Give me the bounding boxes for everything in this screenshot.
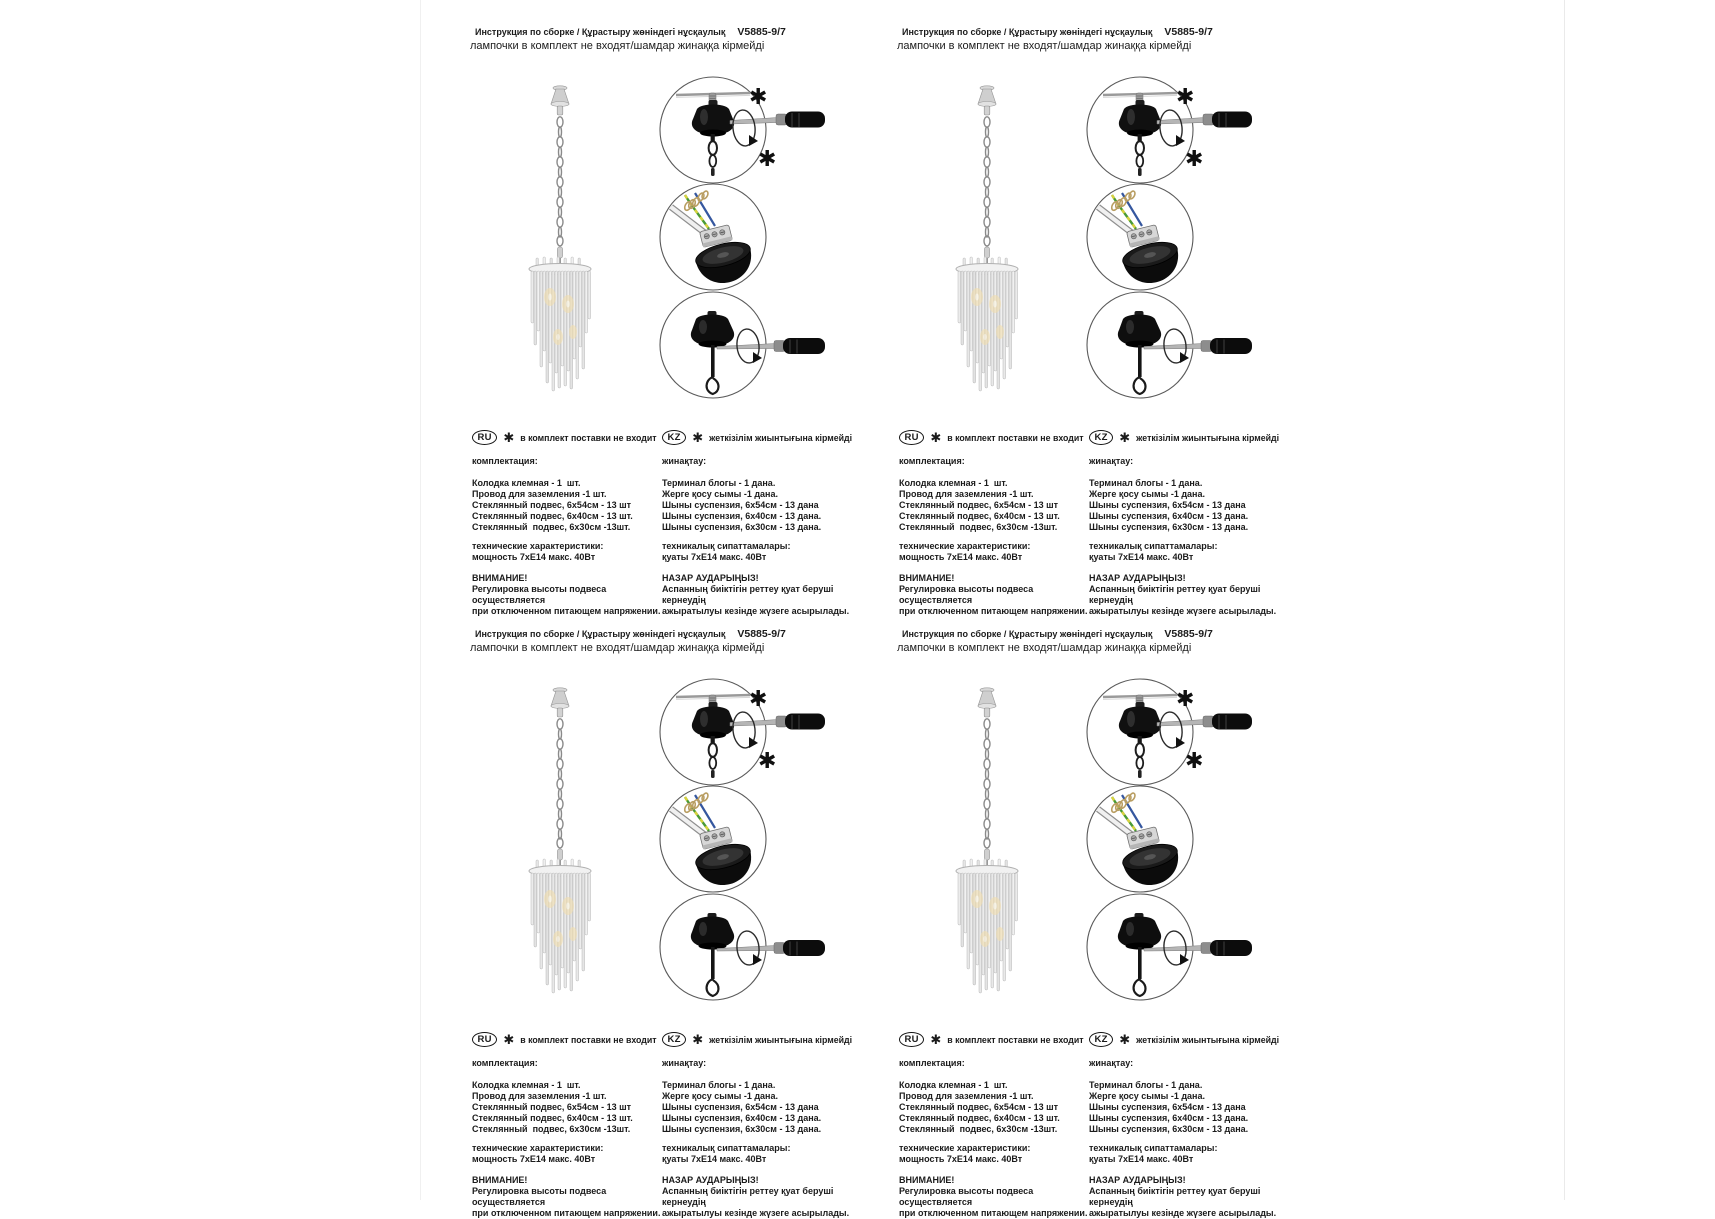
suspension-rod [1138, 947, 1142, 979]
ru-warning-line: при отключенном питающем напряжении. [472, 1208, 661, 1218]
list-item: Шыны суспензия, 6х40см - 13 дана. [662, 511, 822, 521]
list-item: Стеклянный подвес, 6х54см - 13 шт [472, 500, 632, 510]
ru-note: в комплект поставки не входит [520, 432, 657, 443]
canopy [1118, 917, 1161, 948]
list-item: Шыны суспензия, 6х30см - 13 дана. [662, 522, 822, 532]
header-subtitle: лампочки в комплект не входят/шамдар жинаққа кірмейді [897, 642, 1192, 654]
list-item: Провод для заземления -1 шт. [899, 489, 1034, 499]
list-item: Стеклянный подвес, 6х40см - 13 шт. [899, 511, 1060, 521]
step1-canopy-ceiling-mounting-diagram [1083, 676, 1283, 788]
chain-link [1136, 743, 1144, 757]
step3-height-adjustment-diagram [1083, 891, 1283, 1003]
kz-badge-row [1089, 1032, 1304, 1047]
kz-warning-line: Аспанның биіктігін реттеу қуат беруші кернеудің [1089, 584, 1263, 605]
list-item: Терминал блогы - 1 дана. [1089, 1080, 1203, 1090]
list-item: Провод для заземления -1 шт. [899, 1091, 1034, 1101]
kz-warning-line: Аспанның биіктігін реттеу қуат беруші кернеудің [1089, 1186, 1263, 1207]
step1-canopy-ceiling-mounting-diagram [1083, 74, 1283, 186]
ru-parts-list [899, 478, 1091, 533]
chain [557, 719, 563, 848]
asterisk-icon: ✱ [1185, 749, 1204, 774]
list-item: Шыны суспензия, 6х30см - 13 дана. [1089, 522, 1249, 532]
kz-warning-title: НАЗАР АУДАРЫҢЫЗ! [1089, 573, 1186, 583]
ru-warning-title: ВНИМАНИЕ! [472, 1175, 528, 1185]
suspension-rod [711, 345, 715, 377]
step3-height-adjustment-diagram [656, 289, 856, 401]
hook-loop [1134, 979, 1146, 996]
ru-specs [899, 541, 1091, 563]
screwdriver-handle [1212, 714, 1252, 730]
list-item: Провод для заземления -1 шт. [472, 1091, 607, 1101]
ru-specs-label: технические характеристики: [472, 541, 604, 551]
kz-warning [1089, 573, 1304, 617]
kz-parts-list [1089, 478, 1304, 533]
list-item: Шыны суспензия, 6х30см - 13 дана. [1089, 1124, 1249, 1134]
kz-specs-label: техникалық сипаттамалары: [1089, 1143, 1218, 1153]
ru-specs-value: мощность 7хЕ14 макс. 40Вт [899, 1154, 1023, 1164]
kz-badge-row [662, 430, 877, 445]
asterisk-icon: ✱ [692, 430, 704, 446]
product-code: V5885-9/7 [737, 628, 786, 640]
product-code: V5885-9/7 [1164, 628, 1213, 640]
kz-badge: KZ [662, 430, 686, 445]
ru-warning [899, 1175, 1091, 1219]
header-title: Инструкция по сборке / Құрастыру жөніндегі нұсқаулық [902, 629, 1153, 639]
asterisk-icon: ✱ [930, 430, 942, 446]
ru-warning-title: ВНИМАНИЕ! [472, 573, 528, 583]
kz-section [1089, 1032, 1304, 1219]
ru-specs-value: мощность 7хЕ14 макс. 40Вт [472, 552, 596, 562]
list-item: Колодка клемная - 1 шт. [472, 1080, 581, 1090]
list-item: Терминал блогы - 1 дана. [1089, 478, 1203, 488]
ru-specs [472, 1143, 664, 1165]
header-subtitle: лампочки в комплект не входят/шамдар жинаққа кірмейді [470, 642, 765, 654]
ru-warning [472, 573, 664, 617]
ru-specs-label: технические характеристики: [899, 541, 1031, 551]
instruction-panel-top-left [470, 26, 880, 616]
asterisk-icon: ✱ [503, 430, 515, 446]
kz-specs-label: техникалық сипаттамалары: [662, 541, 791, 551]
kz-section [662, 1032, 877, 1219]
ru-badge-row [472, 430, 664, 445]
kz-warning-title: НАЗАР АУДАРЫҢЫЗ! [662, 573, 759, 583]
step2-wiring-diagram [657, 783, 769, 895]
kz-warning-line: ажыратылуы кезінде жүзеге асырылады. [662, 1208, 850, 1218]
chain-link [709, 743, 717, 757]
screwdriver-handle [1212, 112, 1252, 128]
kz-badge-row [662, 1032, 877, 1047]
kz-specs [1089, 541, 1304, 563]
kz-warning-line: ажыратылуы кезінде жүзеге асырылады. [1089, 606, 1277, 616]
asterisk-icon: ✱ [758, 749, 777, 774]
ru-specs-label: технические характеристики: [899, 1143, 1031, 1153]
kz-warning-line: Аспанның биіктігін реттеу қуат беруші кернеудің [662, 1186, 836, 1207]
kz-specs-label: техникалық сипаттамалары: [662, 1143, 791, 1153]
asterisk-icon: ✱ [1176, 85, 1195, 110]
chandelier-illustration [937, 82, 1037, 392]
ru-warning-line: Регулировка высоты подвеса осуществляется [472, 584, 609, 605]
kz-note: жеткізілім жиынтығына кірмейді [1136, 432, 1280, 443]
list-item: Стеклянный подвес, 6х30см -13шт. [899, 1124, 1058, 1134]
chain [557, 117, 563, 246]
header-subtitle: лампочки в комплект не входят/шамдар жинаққа кірмейді [470, 40, 765, 52]
list-item: Стеклянный подвес, 6х40см - 13 шт. [899, 1113, 1060, 1123]
ru-specs-value: мощность 7хЕ14 макс. 40Вт [899, 552, 1023, 562]
kz-warning [1089, 1175, 1304, 1219]
ru-note: в комплект поставки не входит [947, 1034, 1084, 1045]
list-item: Шыны суспензия, 6х40см - 13 дана. [1089, 511, 1249, 521]
ru-badge: RU [472, 1032, 497, 1047]
ru-parts-list [472, 478, 664, 533]
kz-warning-title: НАЗАР АУДАРЫҢЫЗ! [662, 1175, 759, 1185]
asterisk-icon: ✱ [749, 687, 768, 712]
chain-link [1136, 141, 1144, 155]
kz-badge: KZ [1089, 1032, 1113, 1047]
canopy [1118, 315, 1161, 346]
list-item: Жерге қосу сымы -1 дана. [662, 489, 778, 499]
ru-warning-line: при отключенном питающем напряжении. [472, 606, 661, 616]
ru-warning [472, 1175, 664, 1219]
ru-section [472, 430, 664, 617]
hook-loop [707, 377, 719, 394]
instruction-panel-bottom-right [897, 628, 1307, 1218]
instruction-panel-top-right [897, 26, 1307, 616]
list-item: Жерге қосу сымы -1 дана. [662, 1091, 778, 1101]
kz-specs-value: қуаты 7хЕ14 макс. 40Вт [1089, 552, 1194, 562]
kz-parts-list [1089, 1080, 1304, 1135]
list-item: Терминал блогы - 1 дана. [662, 478, 776, 488]
ru-specs [472, 541, 664, 563]
ru-specs-label: технические характеристики: [472, 1143, 604, 1153]
kz-warning-line: ажыратылуы кезінде жүзеге асырылады. [662, 606, 850, 616]
kz-section-label: жинақтау: [662, 456, 707, 466]
ru-note: в комплект поставки не входит [947, 432, 1084, 443]
header [902, 26, 1213, 38]
step2-wiring-diagram [1084, 181, 1196, 293]
kz-section-label: жинақтау: [1089, 1058, 1134, 1068]
list-item: Шыны суспензия, 6х40см - 13 дана. [1089, 1113, 1249, 1123]
header-subtitle: лампочки в комплект не входят/шамдар жинаққа кірмейді [897, 40, 1192, 52]
kz-specs [662, 541, 877, 563]
ru-section-label: комплектация: [899, 1058, 965, 1068]
ru-warning-line: при отключенном питающем напряжении. [899, 1208, 1088, 1218]
product-code: V5885-9/7 [737, 26, 786, 38]
ru-warning-title: ВНИМАНИЕ! [899, 573, 955, 583]
ru-warning [899, 573, 1091, 617]
list-item: Шыны суспензия, 6х54см - 13 дана [1089, 500, 1246, 510]
step3-height-adjustment-diagram [1083, 289, 1283, 401]
asterisk-icon: ✱ [1185, 147, 1204, 172]
list-item: Стеклянный подвес, 6х54см - 13 шт [899, 1102, 1059, 1112]
list-item: Стеклянный подвес, 6х30см -13шт. [472, 522, 631, 532]
kz-warning [662, 573, 877, 617]
kz-badge: KZ [662, 1032, 686, 1047]
step1-canopy-ceiling-mounting-diagram [656, 74, 856, 186]
kz-specs-label: техникалық сипаттамалары: [1089, 541, 1218, 551]
kz-specs-value: қуаты 7хЕ14 макс. 40Вт [662, 1154, 767, 1164]
ru-parts-list [899, 1080, 1091, 1135]
asterisk-icon: ✱ [692, 1032, 704, 1048]
ru-warning-line: Регулировка высоты подвеса осуществляется [899, 1186, 1036, 1207]
ru-badge: RU [899, 1032, 924, 1047]
kz-warning [662, 1175, 877, 1219]
canopy [691, 917, 734, 948]
asterisk-icon: ✱ [1119, 430, 1131, 446]
kz-note: жеткізілім жиынтығына кірмейді [709, 432, 853, 443]
screwdriver-handle [785, 112, 825, 128]
asterisk-icon: ✱ [930, 1032, 942, 1048]
kz-warning-line: ажыратылуы кезінде жүзеге асырылады. [1089, 1208, 1277, 1218]
ru-specs [899, 1143, 1091, 1165]
chandelier-illustration [510, 684, 610, 994]
kz-badge-row [1089, 430, 1304, 445]
ru-section [899, 1032, 1091, 1219]
canopy [691, 315, 734, 346]
list-item: Шыны суспензия, 6х30см - 13 дана. [662, 1124, 822, 1134]
kz-section-label: жинақтау: [1089, 456, 1134, 466]
asterisk-icon: ✱ [1119, 1032, 1131, 1048]
suspension-rod [1138, 345, 1142, 377]
list-item: Шыны суспензия, 6х40см - 13 дана. [662, 1113, 822, 1123]
ru-warning-title: ВНИМАНИЕ! [899, 1175, 955, 1185]
list-item: Шыны суспензия, 6х54см - 13 дана [662, 1102, 819, 1112]
ru-section-label: комплектация: [472, 1058, 538, 1068]
ru-section-label: комплектация: [899, 456, 965, 466]
asterisk-icon: ✱ [1176, 687, 1195, 712]
chandelier-illustration [937, 684, 1037, 994]
header [475, 26, 786, 38]
kz-parts-list [662, 1080, 877, 1135]
list-item: Шыны суспензия, 6х54см - 13 дана [662, 500, 819, 510]
step3-height-adjustment-diagram [656, 891, 856, 1003]
ru-badge: RU [472, 430, 497, 445]
header [902, 628, 1213, 640]
header [475, 628, 786, 640]
kz-section [1089, 430, 1304, 617]
ru-warning-line: при отключенном питающем напряжении. [899, 606, 1088, 616]
chain [984, 117, 990, 246]
step2-wiring-diagram [1084, 783, 1196, 895]
kz-note: жеткізілім жиынтығына кірмейді [1136, 1034, 1280, 1045]
list-item: Колодка клемная - 1 шт. [899, 478, 1008, 488]
header-title: Инструкция по сборке / Құрастыру жөніндегі нұсқаулық [902, 27, 1153, 37]
header-title: Инструкция по сборке / Құрастыру жөніндегі нұсқаулық [475, 27, 726, 37]
kz-specs [662, 1143, 877, 1165]
list-item: Жерге қосу сымы -1 дана. [1089, 489, 1205, 499]
kz-specs-value: қуаты 7хЕ14 макс. 40Вт [662, 552, 767, 562]
asterisk-icon: ✱ [758, 147, 777, 172]
asterisk-icon: ✱ [749, 85, 768, 110]
ru-note: в комплект поставки не входит [520, 1034, 657, 1045]
instruction-panel-bottom-left [470, 628, 880, 1218]
kz-warning-title: НАЗАР АУДАРЫҢЫЗ! [1089, 1175, 1186, 1185]
ru-specs-value: мощность 7хЕ14 макс. 40Вт [472, 1154, 596, 1164]
screwdriver-handle [785, 714, 825, 730]
chain-link [709, 141, 717, 155]
list-item: Стеклянный подвес, 6х30см -13шт. [899, 522, 1058, 532]
ru-warning-line: Регулировка высоты подвеса осуществляется [899, 584, 1036, 605]
list-item: Колодка клемная - 1 шт. [472, 478, 581, 488]
ru-badge: RU [899, 430, 924, 445]
ru-section [899, 430, 1091, 617]
ru-warning-line: Регулировка высоты подвеса осуществляется [472, 1186, 609, 1207]
list-item: Стеклянный подвес, 6х40см - 13 шт. [472, 511, 633, 521]
hook-loop [707, 979, 719, 996]
step2-wiring-diagram [657, 181, 769, 293]
ru-badge-row [899, 430, 1091, 445]
list-item: Стеклянный подвес, 6х54см - 13 шт [472, 1102, 632, 1112]
product-code: V5885-9/7 [1164, 26, 1213, 38]
ru-section [472, 1032, 664, 1219]
suspension-rod [711, 947, 715, 979]
kz-warning-line: Аспанның биіктігін реттеу қуат беруші кернеудің [662, 584, 836, 605]
ru-badge-row [472, 1032, 664, 1047]
ru-section-label: комплектация: [472, 456, 538, 466]
list-item: Стеклянный подвес, 6х30см -13шт. [472, 1124, 631, 1134]
list-item: Провод для заземления -1 шт. [472, 489, 607, 499]
kz-note: жеткізілім жиынтығына кірмейді [709, 1034, 853, 1045]
ru-parts-list [472, 1080, 664, 1135]
list-item: Стеклянный подвес, 6х54см - 13 шт [899, 500, 1059, 510]
chain [984, 719, 990, 848]
list-item: Шыны суспензия, 6х54см - 13 дана [1089, 1102, 1246, 1112]
kz-badge: KZ [1089, 430, 1113, 445]
kz-section-label: жинақтау: [662, 1058, 707, 1068]
hook-loop [1134, 377, 1146, 394]
list-item: Стеклянный подвес, 6х40см - 13 шт. [472, 1113, 633, 1123]
list-item: Жерге қосу сымы -1 дана. [1089, 1091, 1205, 1101]
kz-specs-value: қуаты 7хЕ14 макс. 40Вт [1089, 1154, 1194, 1164]
asterisk-icon: ✱ [503, 1032, 515, 1048]
ru-badge-row [899, 1032, 1091, 1047]
step1-canopy-ceiling-mounting-diagram [656, 676, 856, 788]
kz-parts-list [662, 478, 877, 533]
kz-section [662, 430, 877, 617]
chandelier-illustration [510, 82, 610, 392]
kz-specs [1089, 1143, 1304, 1165]
list-item: Терминал блогы - 1 дана. [662, 1080, 776, 1090]
list-item: Колодка клемная - 1 шт. [899, 1080, 1008, 1090]
header-title: Инструкция по сборке / Құрастыру жөніндегі нұсқаулық [475, 629, 726, 639]
